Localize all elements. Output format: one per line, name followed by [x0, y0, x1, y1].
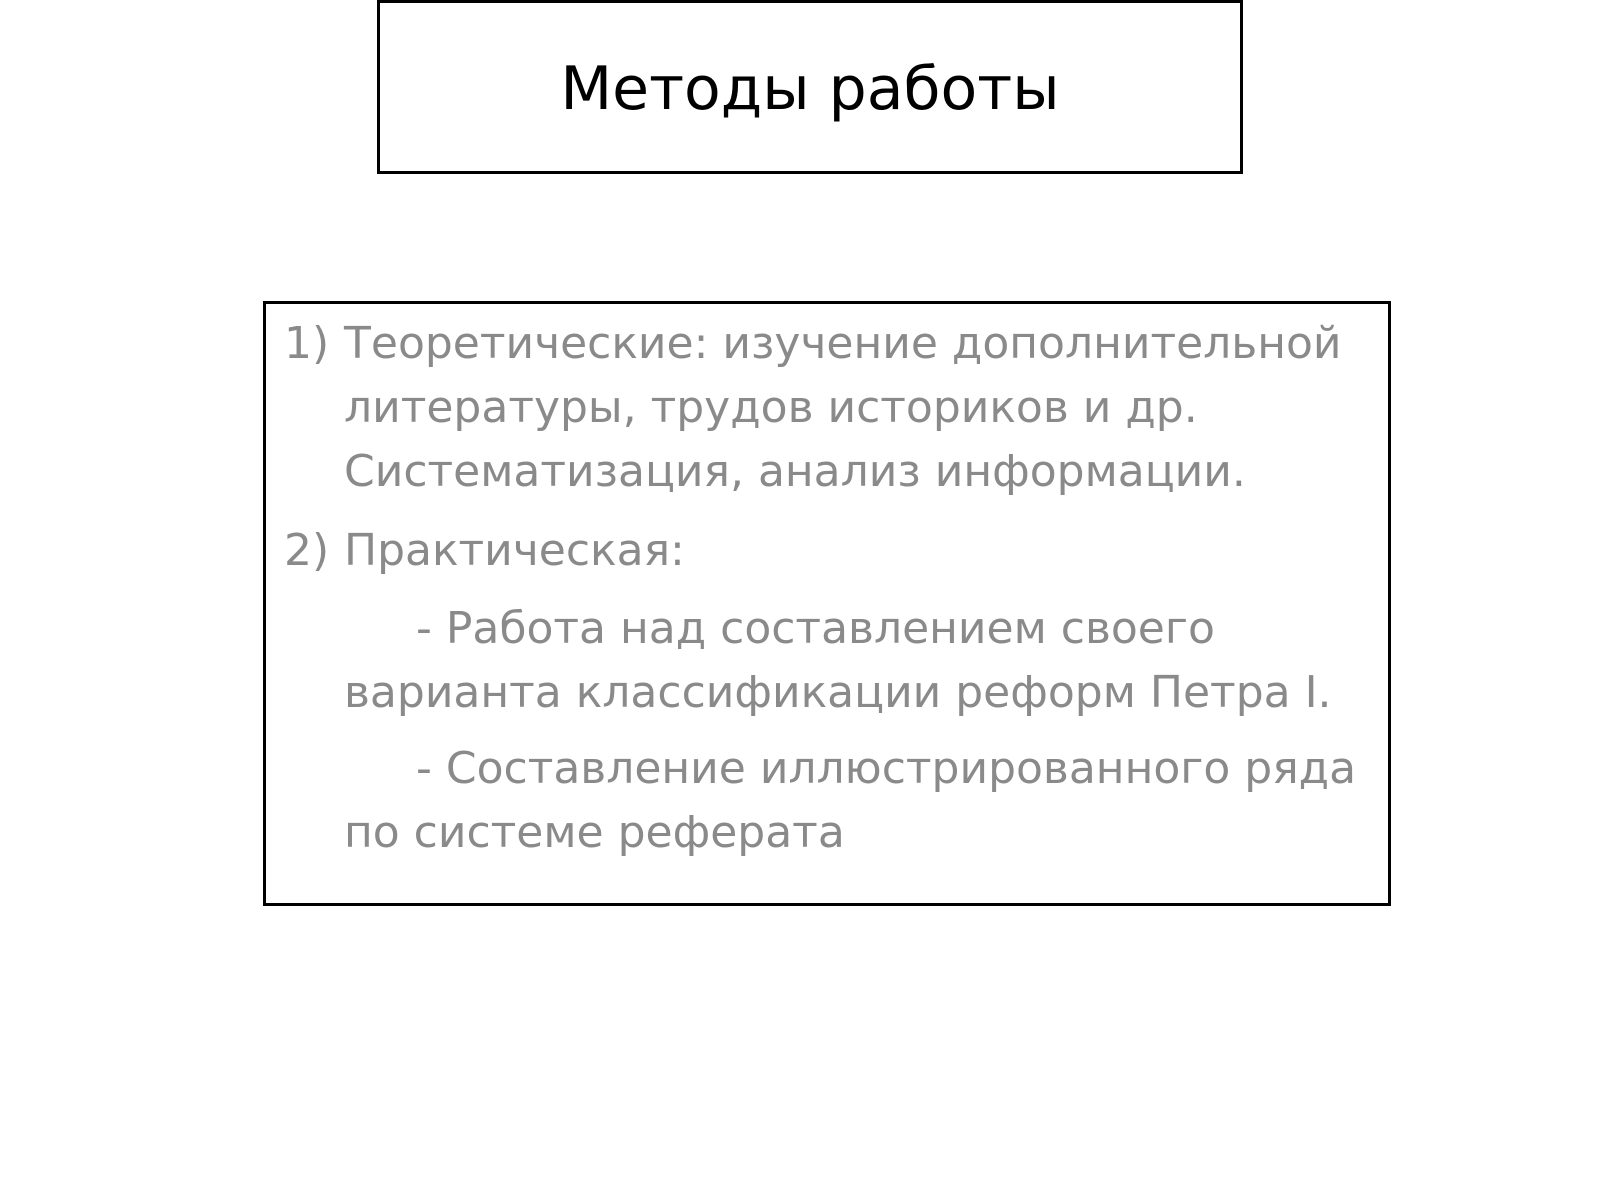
list-item-number: 1) [284, 318, 330, 369]
sub-list-item-line: по системе реферата [344, 807, 845, 858]
slide-title-box [377, 0, 1243, 174]
slide-title: Методы работы [560, 54, 1060, 124]
list-item-line: Теоретические: изучение дополнительной [344, 318, 1342, 369]
content-box [263, 301, 1391, 906]
sub-list-item-line: - Работа над составлением своего [416, 603, 1215, 654]
list-item-number: 2) [284, 525, 330, 576]
list-item-line: литературы, трудов историков и др. [344, 382, 1198, 433]
sub-list-item-line: варианта классификации реформ Петра I. [344, 667, 1332, 718]
list-item-line: Практическая: [344, 525, 685, 576]
sub-list-item-line: - Составление иллюстрированного ряда [416, 743, 1357, 794]
list-item-line: Систематизация, анализ информации. [344, 446, 1246, 497]
